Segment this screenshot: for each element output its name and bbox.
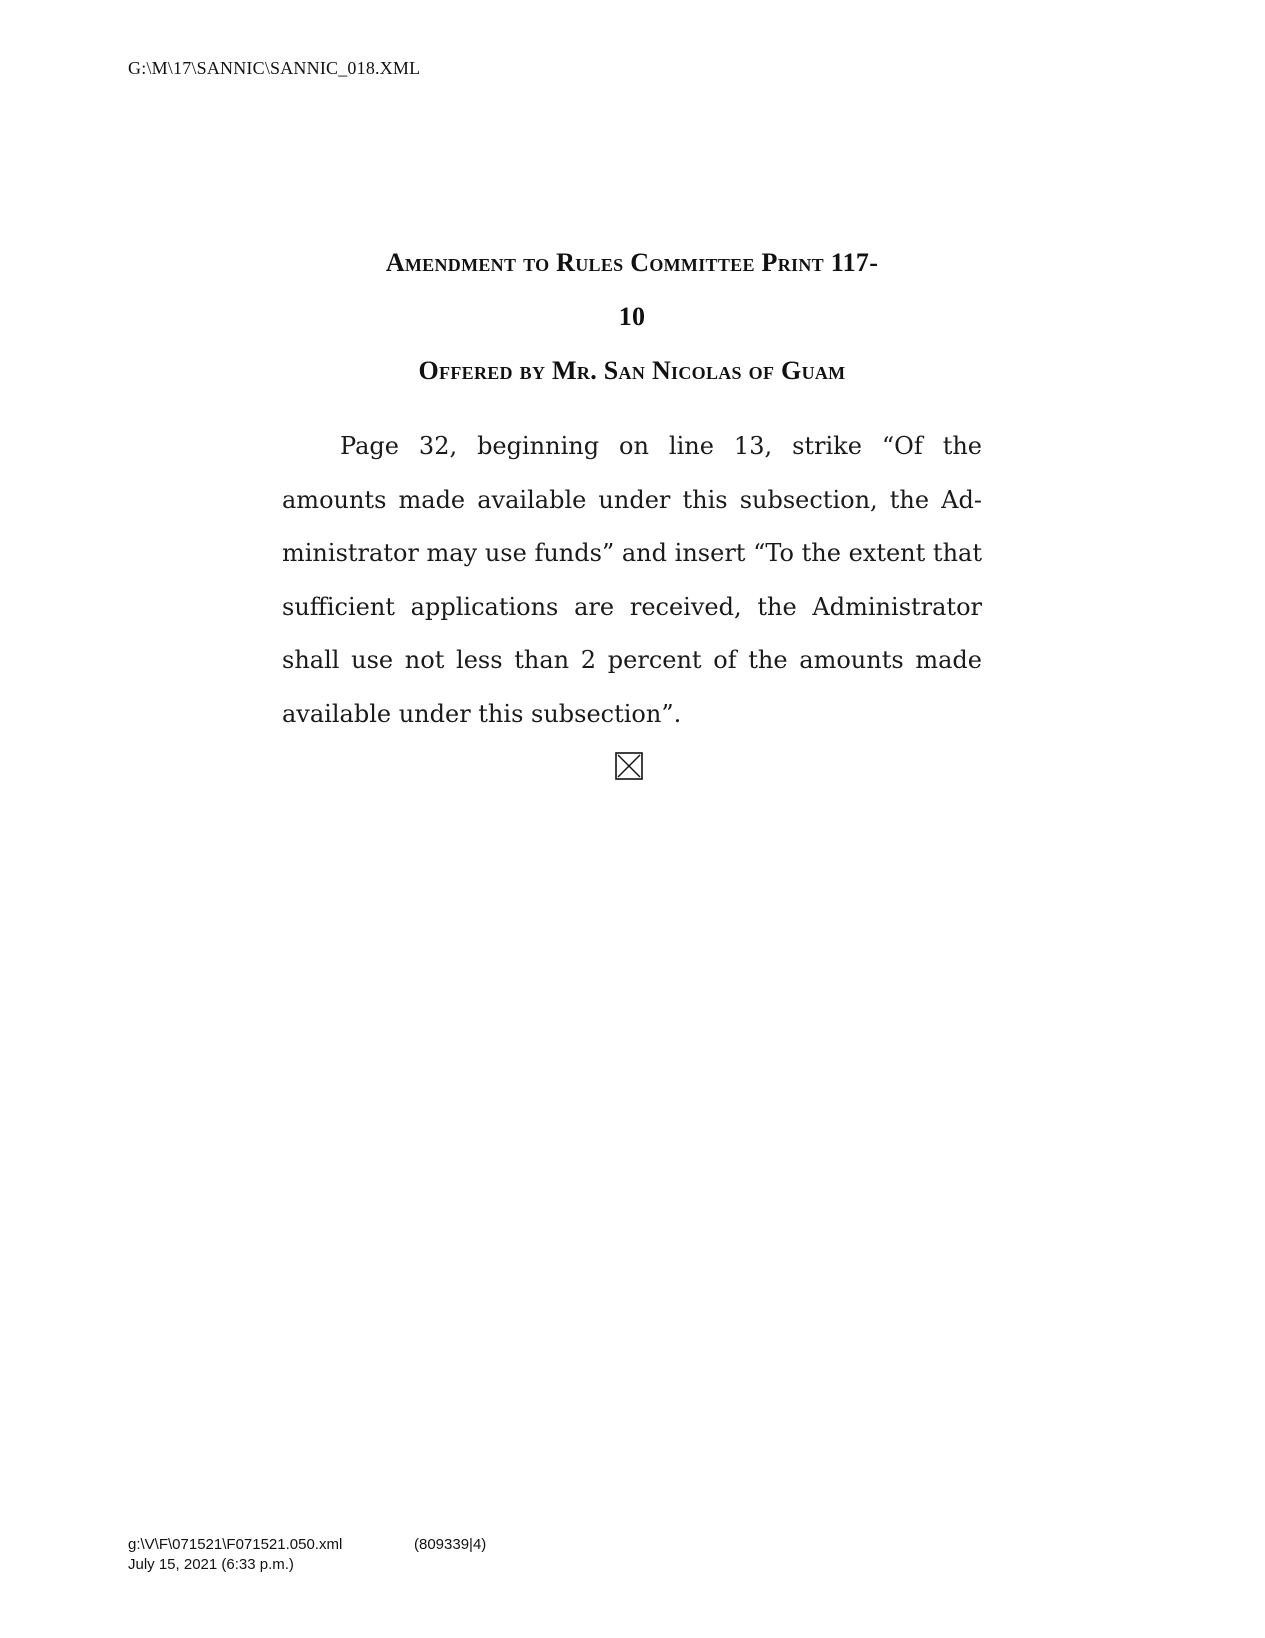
title-line-2: 10 [618,302,646,331]
title-line-1: Amendment to Rules Committee Print 117- [385,248,879,277]
title-offered-by: Offered by Mr. San Nicolas of Guam [418,356,846,385]
amendment-text: Page 32, beginning on line 13, strike “Of the amounts made available under this subsection, the Administrator may use funds” and insert “To the extent that sufficient applications are received, the Administrator shall use not less than 2 percent of the amounts made available under this subsection”. [282,432,982,728]
document-path: G:\M\17\SANNIC\SANNIC_018.XML [128,58,421,78]
boxed-x-icon [615,752,643,780]
footer-file-path: g:\V\F\071521\F071521.050.xml [128,1536,343,1553]
footer-date: July 15, 2021 (6:33 p.m.) [128,1556,294,1573]
footer-document-code: (809339|4) [414,1536,487,1553]
